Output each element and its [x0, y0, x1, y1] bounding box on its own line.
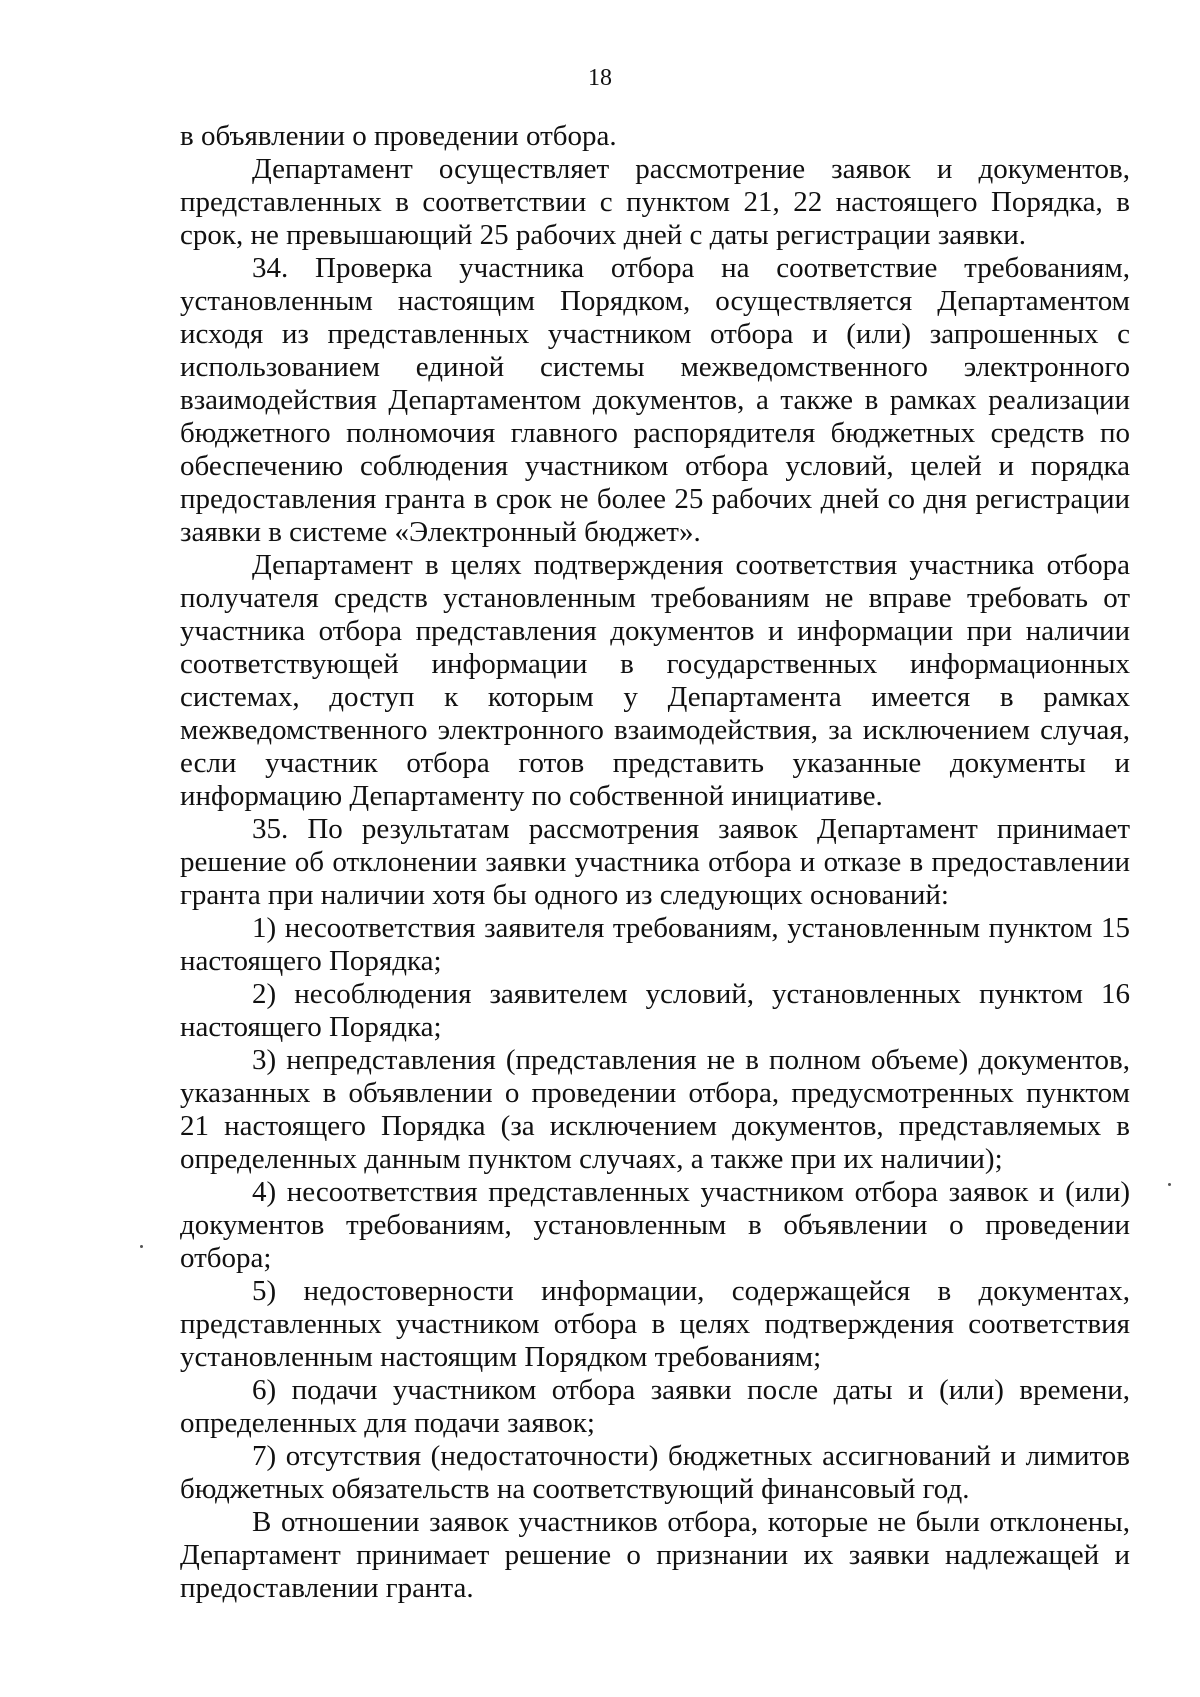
- scan-speck: [140, 1245, 143, 1248]
- paragraph-35: 35. По результатам рассмотрения заявок Департамент принимает решение об отклонении заявки участника отбора и отказе в предоставлении гранта при наличии хотя бы одного из следующих оснований:: [180, 813, 1130, 911]
- list-item-4: 4) несоответствия представленных участником отбора заявок и (или) документов требованиям, установленным в объявлении о проведении отбора;: [180, 1176, 1130, 1274]
- scan-speck: [1168, 1183, 1171, 1186]
- list-item-6: 6) подачи участником отбора заявки после даты и (или) времени, определенных для подачи заявок;: [180, 1374, 1130, 1439]
- list-item-3: 3) непредставления (представления не в полном объеме) документов, указанных в объявлении о проведении отбора, предусмотренных пунктом 21 настоящего Порядка (за исключением документов, представляемых в определенных данным пунктом случаях, а также при их наличии);: [180, 1044, 1130, 1175]
- list-item-2: 2) несоблюдения заявителем условий, установленных пунктом 16 настоящего Порядка;: [180, 978, 1130, 1043]
- paragraph-review-term: Департамент осуществляет рассмотрение заявок и документов, представленных в соответствии с пунктом 21, 22 настоящего Порядка, в срок, не превышающий 25 рабочих дней с даты регистрации заявки.: [180, 153, 1130, 251]
- list-item-5: 5) недостоверности информации, содержащейся в документах, представленных участником отбора в целях подтверждения соответствия установленным настоящим Порядком требованиям;: [180, 1275, 1130, 1373]
- paragraph-continuation: в объявлении о проведении отбора.: [180, 120, 617, 152]
- paragraph-no-request: Департамент в целях подтверждения соответствия участника отбора получателя средств установленным требованиям не вправе требовать от участника отбора представления документов и информации при наличии соответствующей информации в государственных информационных системах, доступ к которым у Департамента имеется в рамках межведомственного электронного взаимодействия, за исключением случая, если участник отбора готов представить указанные документы и информацию Департаменту по собственной инициативе.: [180, 549, 1130, 812]
- page-number: 18: [588, 65, 612, 91]
- paragraph-34: 34. Проверка участника отбора на соответствие требованиям, установленным настоящим Порядком, осуществляется Департаментом исходя из представленных участником отбора и (или) запрошенных с использованием единой системы межведомственного электронного взаимодействия Департаментом документов, а также в рамках реализации бюджетного полномочия главного распорядителя бюджетных средств по обеспечению соблюдения участником отбора условий, целей и порядка предоставления гранта в срок не более 25 рабочих дней со дня регистрации заявки в системе «Электронный бюджет».: [180, 252, 1130, 548]
- document-body: [180, 120, 1130, 1605]
- paragraph-final: В отношении заявок участников отбора, которые не были отклонены, Департамент принимает решение о признании их заявки надлежащей и предоставлении гранта.: [180, 1506, 1130, 1604]
- list-item-1: 1) несоответствия заявителя требованиям, установленным пунктом 15 настоящего Порядка;: [180, 912, 1130, 977]
- list-item-7: 7) отсутствия (недостаточности) бюджетных ассигнований и лимитов бюджетных обязательств на соответствующий финансовый год.: [180, 1440, 1130, 1505]
